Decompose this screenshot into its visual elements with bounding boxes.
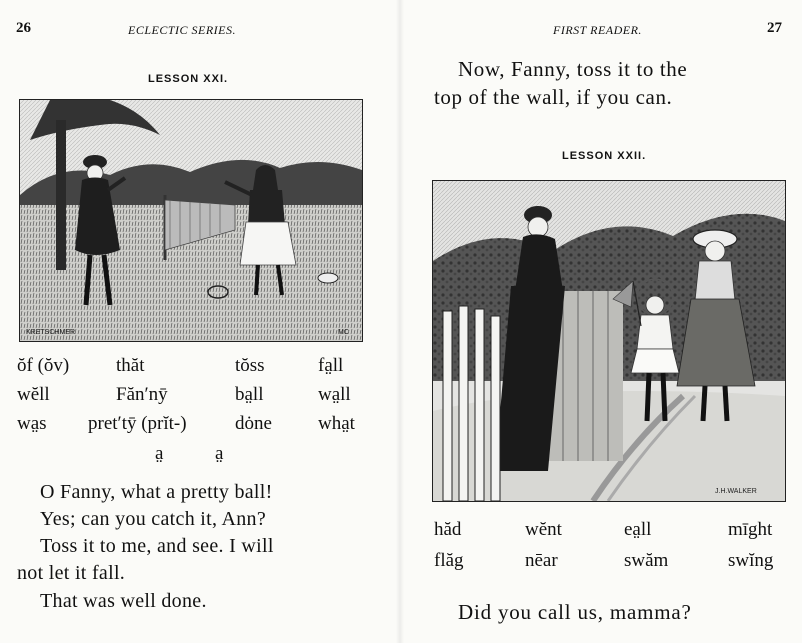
vocab-word: Făn′nȳ <box>116 384 168 405</box>
right-page <box>402 0 802 643</box>
vocab-word: ŏf (ŏv) <box>17 355 70 376</box>
reading-line: Toss it to me, and see. I will <box>40 535 274 557</box>
vocab-word: dȯne <box>235 413 272 434</box>
running-head-left: ECLECTIC SERIES. <box>128 23 237 37</box>
vocab-word: flăg <box>434 550 464 571</box>
vocab-word: wĕnt <box>525 519 562 540</box>
vocab-word: wa̤s <box>17 413 47 434</box>
lesson-title-xxi: LESSON XXI. <box>148 73 229 85</box>
vocab-word: swĭng <box>728 550 774 571</box>
reading-line: That was well done. <box>40 590 207 612</box>
left-page <box>0 0 398 643</box>
vocab-word: fa̤ll <box>318 355 344 376</box>
vocab-word: wha̤t <box>318 413 355 434</box>
vocab-word: hăd <box>434 519 462 540</box>
vocab-word: ba̤ll <box>235 384 264 405</box>
reading-line: Now, Fanny, toss it to the <box>458 57 688 81</box>
lesson-title-xxii: LESSON XXII. <box>562 150 647 162</box>
vocab-word: mīght <box>728 519 773 540</box>
reading-line: Yes; can you catch it, Ann? <box>40 508 267 530</box>
illustration-mother-svg <box>433 181 785 501</box>
page-number-left: 26 <box>16 20 31 36</box>
vocab-word: wĕll <box>17 384 50 405</box>
vocab-word: wa̤ll <box>318 384 351 405</box>
vocab-mark: a̤ <box>215 443 224 464</box>
running-head-right: FIRST READER. <box>553 23 642 37</box>
reading-line: top of the wall, if you can. <box>434 85 673 109</box>
vocab-mark: a̤ <box>155 443 164 464</box>
illustration-girls-playing-ball <box>19 99 363 342</box>
vocab-word: ea̤ll <box>624 519 652 540</box>
vocab-word: nēar <box>525 550 558 571</box>
illustration-signature-left: KRETSCHMER <box>26 329 76 336</box>
reading-line: not let it fall. <box>17 562 126 584</box>
reading-line: O Fanny, what a pretty ball! <box>40 481 273 503</box>
illustration-girls-svg <box>20 100 362 341</box>
vocab-word: tŏss <box>235 355 265 376</box>
illustration-signature-right: J.H.WALKER <box>715 488 757 495</box>
vocab-word: thăt <box>116 355 145 376</box>
illustration-signature-left-2: MC <box>338 329 349 336</box>
page-number-right: 27 <box>767 20 782 36</box>
vocab-word: pret′tȳ (prĭt-) <box>88 413 187 434</box>
reading-line: Did you call us, mamma? <box>458 600 692 624</box>
illustration-mother-and-children <box>432 180 786 502</box>
vocab-word: swăm <box>624 550 669 571</box>
